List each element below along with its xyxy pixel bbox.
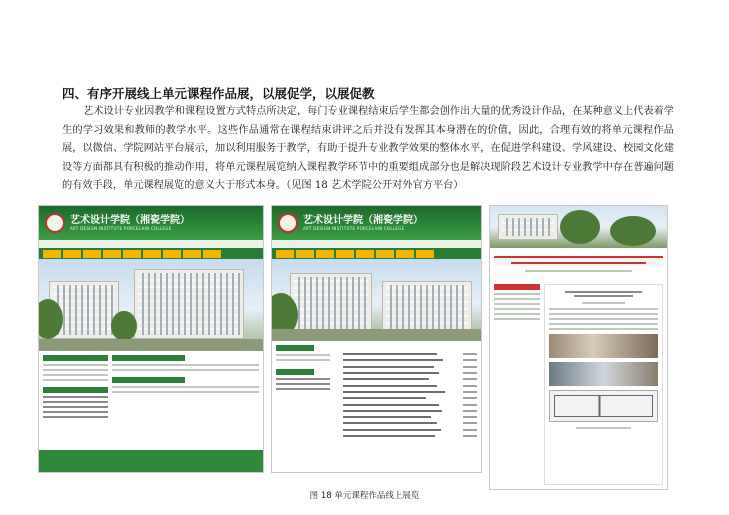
text-line	[43, 369, 108, 371]
sidebar	[272, 341, 339, 439]
ground	[272, 329, 481, 341]
text-line	[494, 303, 540, 305]
list-item[interactable]	[343, 433, 477, 439]
site-title: 艺术设计学院（湘瓷学院）	[303, 215, 423, 226]
text-line	[112, 369, 259, 371]
campus-photo	[272, 259, 481, 341]
section-heading: 四、有序开展线上单元课程作品展，以展促学，以展促教	[62, 86, 375, 101]
tree	[560, 210, 600, 244]
site-subtitle: ART DESIGN INSTITUTE PORCELAIN COLLEGE	[70, 226, 172, 231]
text-line	[112, 391, 259, 393]
nav-item[interactable]	[143, 250, 161, 258]
block-title	[43, 387, 108, 393]
nav-item[interactable]	[123, 250, 141, 258]
figure-caption: 图 18 单元课程作品线上展览	[309, 491, 420, 501]
text-line	[494, 293, 540, 295]
building	[498, 214, 558, 240]
text-line	[549, 328, 658, 330]
site-banner	[272, 206, 481, 240]
notice-bar	[272, 240, 481, 248]
block-title	[276, 345, 314, 351]
article-list	[339, 341, 481, 439]
tree	[610, 216, 656, 246]
block-title	[112, 377, 186, 383]
news-list	[272, 341, 481, 439]
college-seal-icon	[278, 213, 298, 233]
campus-photo	[39, 259, 263, 351]
figure-screenshots	[38, 205, 668, 490]
building	[290, 273, 372, 333]
homepage-content	[39, 351, 263, 425]
floor-plan-image	[549, 390, 658, 422]
article-header	[494, 256, 663, 266]
college-seal-icon	[45, 213, 65, 233]
article-body	[544, 284, 663, 485]
nav-item[interactable]	[43, 250, 61, 258]
nav-item[interactable]	[276, 250, 294, 258]
text-line	[43, 401, 108, 403]
text-line	[43, 416, 108, 418]
text-line	[549, 318, 658, 320]
text-line	[565, 291, 641, 293]
nav-item[interactable]	[183, 250, 201, 258]
screenshot-article	[489, 205, 668, 490]
nav-item[interactable]	[296, 250, 314, 258]
main-column	[112, 355, 259, 421]
nav-item[interactable]	[356, 250, 374, 258]
screenshot-homepage	[38, 205, 264, 473]
sidebar	[494, 284, 540, 323]
site-nav	[272, 248, 481, 259]
site-banner	[39, 206, 263, 240]
text-line	[494, 298, 540, 300]
nav-item[interactable]	[83, 250, 101, 258]
nav-item[interactable]	[416, 250, 434, 258]
interior-design-image	[549, 334, 658, 358]
text-line	[276, 359, 330, 361]
block-title	[112, 355, 186, 361]
nav-item[interactable]	[316, 250, 334, 258]
building	[134, 269, 244, 339]
screenshot-news-list	[271, 205, 482, 473]
site-nav	[39, 248, 263, 259]
block-title	[494, 284, 540, 290]
text-line	[549, 323, 658, 325]
text-line	[112, 364, 259, 366]
text-line	[43, 379, 108, 381]
text-line	[43, 396, 108, 398]
tree	[111, 311, 137, 341]
text-line	[112, 386, 259, 388]
nav-item[interactable]	[396, 250, 414, 258]
building	[382, 281, 472, 333]
text-line	[43, 364, 108, 366]
text-line	[43, 406, 108, 408]
campus-photo	[490, 206, 667, 248]
body-paragraph: 艺术设计专业因教学和课程设置方式特点所决定，每门专业课程结束后学生都会创作出大量的优秀设计作品，在某种意义上代表着学生的学习效果和教师的教学水平。这些作品通常在课程结束讲评之后并没有发挥其本身潜在的价值，因此，合理有效的将单元课程作品展，以微信、学院网站平台展示，加以利用服务于教学，有助于提升专业教学效果的整体水平，在促进学科建设、学风建设、校园文化建设等方面都具有积极的推动作用，将单元课程展览纳入课程教学环节中的重要组成部分也是解决现阶段艺术设计专业教学中存在普遍问题的有效手段，单元课程展览的意义大于形式本身。（见图 18 艺术学院公开对外官方平台）	[62, 106, 674, 192]
text-line	[574, 295, 634, 297]
article-meta	[525, 270, 631, 272]
text-line	[276, 388, 330, 390]
site-title: 艺术设计学院（湘瓷学院）	[70, 215, 190, 226]
text-line	[276, 378, 330, 380]
nav-item[interactable]	[103, 250, 121, 258]
nav-item[interactable]	[336, 250, 354, 258]
text-line	[494, 318, 540, 320]
site-subtitle: ART DESIGN INSTITUTE PORCELAIN COLLEGE	[303, 226, 405, 231]
block-title	[43, 355, 108, 361]
interior-design-image	[549, 362, 658, 386]
block-title	[276, 369, 314, 375]
nav-item[interactable]	[203, 250, 221, 258]
nav-item[interactable]	[63, 250, 81, 258]
text-line	[549, 313, 658, 315]
ground	[39, 339, 263, 351]
text-line	[494, 313, 540, 315]
text-line	[576, 427, 631, 429]
notice-bar	[39, 240, 263, 248]
text-line	[276, 383, 330, 385]
sidebar	[43, 355, 108, 421]
text-line	[43, 374, 108, 376]
text-line	[276, 354, 330, 356]
text-line	[582, 302, 626, 304]
site-footer	[39, 450, 263, 472]
text-line	[43, 411, 108, 413]
text-line	[494, 308, 540, 310]
text-line	[549, 308, 658, 310]
nav-item[interactable]	[376, 250, 394, 258]
nav-item[interactable]	[163, 250, 181, 258]
